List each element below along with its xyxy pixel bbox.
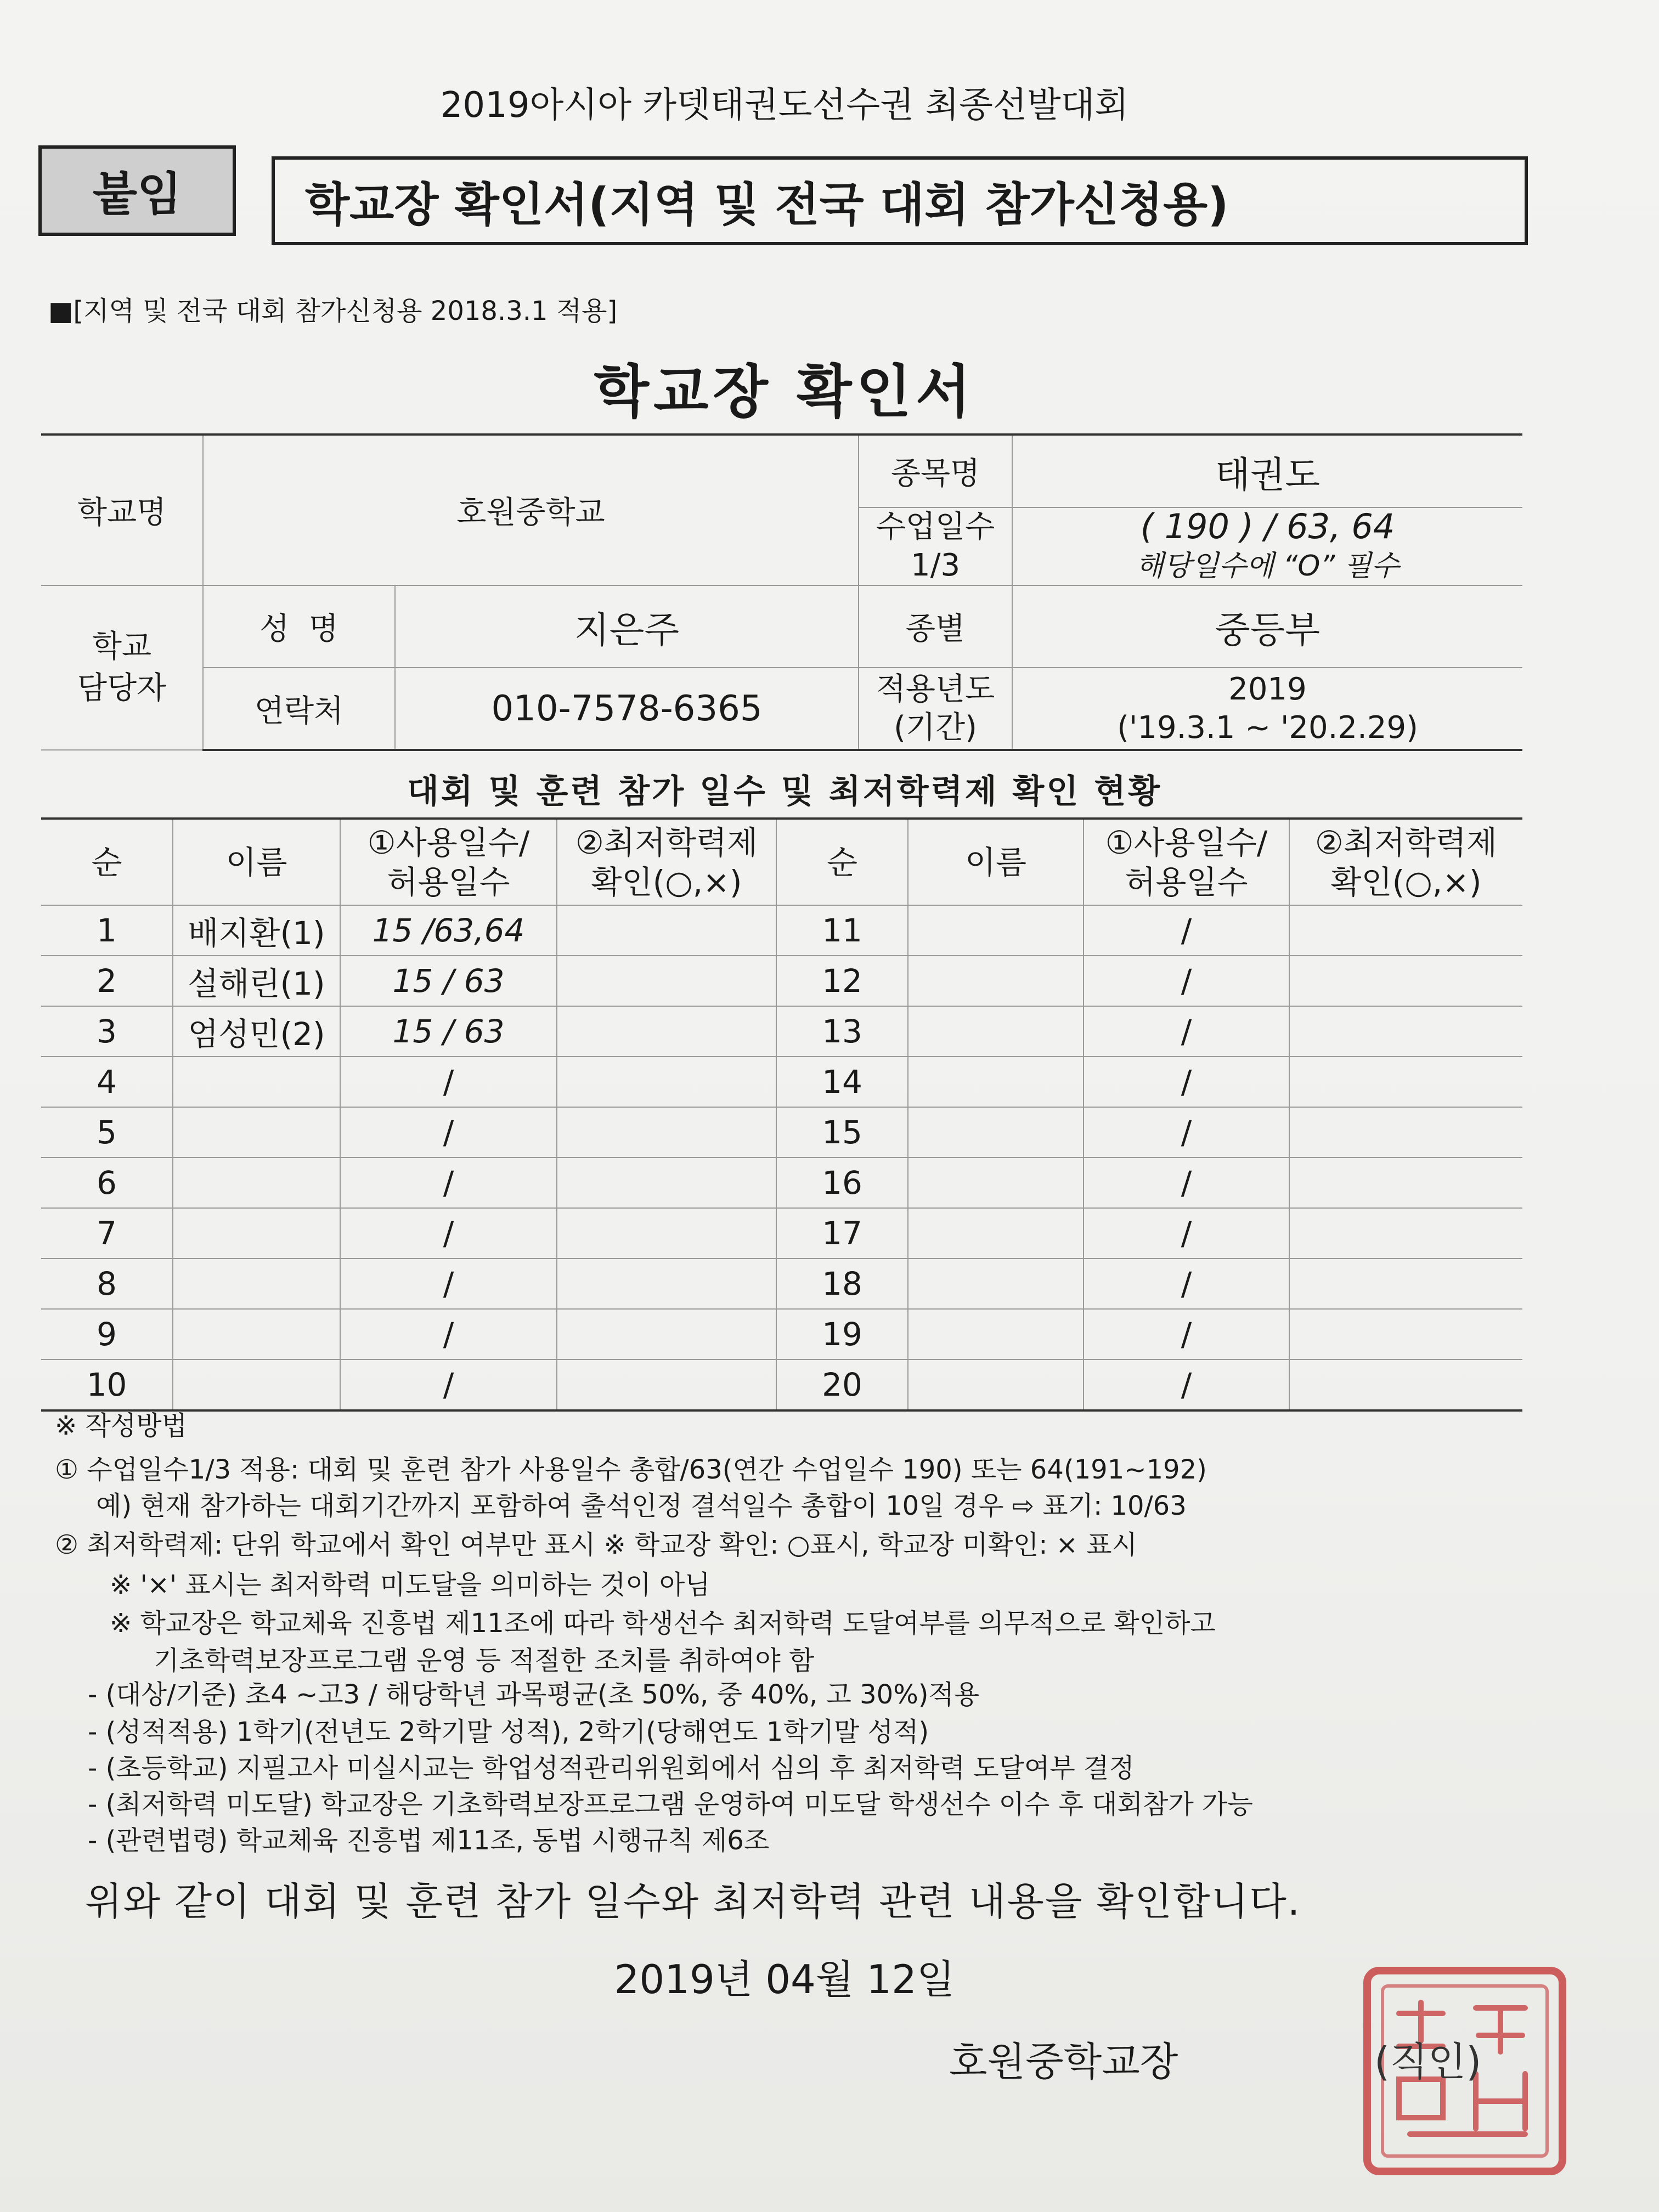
- row-no-left: 9: [41, 1309, 173, 1359]
- table-row: [41, 1309, 1522, 1359]
- row-usage-right: /: [1084, 1006, 1289, 1057]
- row-name-right: [908, 905, 1084, 956]
- manager-label: [41, 585, 203, 750]
- notes-heading: ※ 작성방법: [55, 1410, 187, 1441]
- row-name-right: [908, 1057, 1084, 1107]
- row-name-left: 배지환(1): [173, 905, 340, 956]
- row-name-right: [908, 1107, 1084, 1158]
- row-no-right: 18: [776, 1259, 908, 1309]
- row-name-left: [173, 1208, 340, 1259]
- row-name-right: [908, 1158, 1084, 1208]
- note-9: - (초등학교) 지필고사 미실시교는 학업성적관리위원회에서 심의 후 최저학력 도달여부 결정: [88, 1753, 1135, 1784]
- date-line: 2019년 04월 12일: [614, 1956, 955, 2002]
- row-name-right: [908, 1208, 1084, 1259]
- contact-label: 연락처: [203, 668, 395, 750]
- row-check-left: [557, 1006, 776, 1057]
- row-no-left: 10: [41, 1359, 173, 1410]
- table-row: [41, 1208, 1522, 1259]
- col-check-left: [557, 819, 776, 905]
- row-no-right: 11: [776, 905, 908, 956]
- principal-name: 호원중학교장: [949, 2039, 1178, 2085]
- row-name-left: [173, 1158, 340, 1208]
- year-label-line1: 적용년도: [876, 671, 995, 707]
- row-name-left: 설해린(1): [173, 956, 340, 1006]
- attachment-tag: 붙임: [38, 145, 236, 236]
- row-check-right: [1289, 1359, 1522, 1410]
- table-row: [41, 905, 1522, 956]
- row-check-left: [557, 1107, 776, 1158]
- note-7: - (대상/기준) 초4 ~고3 / 해당학년 과목평균(초 50%, 중 40%, 고 30%)적용: [88, 1679, 980, 1710]
- school-name-label: 학교명: [41, 435, 203, 585]
- row-check-left: [557, 905, 776, 956]
- row-name-left: [173, 1309, 340, 1359]
- seal-label: (직인): [1374, 2039, 1482, 2085]
- class-days-label-line2: 1/3: [910, 548, 961, 583]
- note-8: - (성적적용) 1학기(전년도 2학기말 성적), 2학기(당해연도 1학기말 성적): [88, 1717, 929, 1747]
- year-label-line2: (기간): [894, 709, 977, 746]
- row-name-left: [173, 1259, 340, 1309]
- row-name-left: [173, 1057, 340, 1107]
- row-name-left: 엄성민(2): [173, 1006, 340, 1057]
- col-no-right: 순: [776, 819, 908, 905]
- contact-value: 010-7578-6365: [395, 668, 859, 750]
- row-check-right: [1289, 1006, 1522, 1057]
- year-value: [1012, 668, 1522, 750]
- note-2: 예) 현재 참가하는 대회기간까지 포함하여 출석인정 결석일수 총합이 10일 경우 ⇨ 표기: 10/63: [96, 1491, 1187, 1521]
- row-check-right: [1289, 1208, 1522, 1259]
- class-days-note: 해당일수에 “O” 필수: [1136, 550, 1400, 583]
- col-check-line1: ②최저학력제: [575, 823, 758, 861]
- row-check-left: [557, 1259, 776, 1309]
- event-title: 2019아시아 카뎃태권도선수권 최종선발대회: [440, 85, 1129, 126]
- row-name-right: [908, 1259, 1084, 1309]
- year: 2019: [1228, 671, 1307, 707]
- row-name-right: [908, 1006, 1084, 1057]
- row-usage-left: /: [340, 1057, 557, 1107]
- table-row: [41, 956, 1522, 1006]
- row-check-right: [1289, 905, 1522, 956]
- col-check-line2: 확인(○,×): [591, 863, 742, 901]
- row-check-right: [1289, 956, 1522, 1006]
- row-usage-left: 15 / 63: [340, 956, 557, 1006]
- document-heading: 학교장 확인서(지역 및 전국 대회 참가신청용): [272, 156, 1528, 245]
- col-usage-line1: ①사용일수/: [1105, 823, 1268, 861]
- school-info-table: [41, 433, 1522, 751]
- note-6: 기초학력보장프로그램 운영 등 적절한 조치를 취하여야 함: [154, 1645, 815, 1676]
- period: ('19.3.1 ~ '20.2.29): [1117, 709, 1418, 746]
- roster-header-row: [41, 819, 1522, 905]
- row-name-left: [173, 1107, 340, 1158]
- sport-label: 종목명: [859, 435, 1012, 507]
- row-usage-left: 15 /63,64: [340, 905, 557, 956]
- row-no-left: 7: [41, 1208, 173, 1259]
- col-check-line2: 확인(○,×): [1330, 863, 1482, 901]
- row-usage-right: /: [1084, 1359, 1289, 1410]
- row-usage-right: /: [1084, 905, 1289, 956]
- class-days-label: [859, 507, 1012, 585]
- row-usage-left: /: [340, 1158, 557, 1208]
- roster-table: [41, 817, 1522, 1412]
- row-name-right: [908, 1309, 1084, 1359]
- row-check-left: [557, 1208, 776, 1259]
- class-days-label-line1: 수업일수: [876, 509, 995, 545]
- row-check-left: [557, 1057, 776, 1107]
- col-usage-right: [1084, 819, 1289, 905]
- class-days-handwritten: ( 190 ) / 63, 64: [1140, 506, 1395, 546]
- row-no-left: 2: [41, 956, 173, 1006]
- school-name-value: 호원중학교: [203, 435, 859, 585]
- col-check-line1: ②최저학력제: [1314, 823, 1498, 861]
- row-name-right: [908, 956, 1084, 1006]
- confirm-statement: 위와 같이 대회 및 훈련 참가 일수와 최저학력 관련 내용을 확인합니다.: [85, 1879, 1301, 1924]
- row-usage-right: /: [1084, 1208, 1289, 1259]
- row-no-right: 16: [776, 1158, 908, 1208]
- row-usage-left: /: [340, 1107, 557, 1158]
- row-usage-right: /: [1084, 1309, 1289, 1359]
- sport-value: 태권도: [1012, 435, 1522, 507]
- row-check-right: [1289, 1158, 1522, 1208]
- row-usage-left: /: [340, 1208, 557, 1259]
- row-check-left: [557, 1359, 776, 1410]
- manager-label-line1: 학교: [92, 629, 152, 664]
- class-days-value: [1012, 507, 1522, 585]
- col-usage-line1: ①사용일수/: [367, 823, 530, 861]
- col-usage-line2: 허용일수: [387, 863, 510, 901]
- row-no-right: 15: [776, 1107, 908, 1158]
- note-10: - (최저학력 미도달) 학교장은 기초학력보장프로그램 운영하여 미도달 학생선수 이수 후 대회참가 가능: [88, 1789, 1253, 1820]
- note-3: ② 최저학력제: 단위 학교에서 확인 여부만 표시 ※ 학교장 확인: ○표시, 학교장 미확인: × 표시: [55, 1530, 1137, 1560]
- row-no-right: 13: [776, 1006, 908, 1057]
- row-check-left: [557, 1309, 776, 1359]
- table-row: [41, 1158, 1522, 1208]
- row-usage-left: 15 / 63: [340, 1006, 557, 1057]
- row-check-right: [1289, 1309, 1522, 1359]
- table-row: [41, 1107, 1522, 1158]
- row-no-right: 17: [776, 1208, 908, 1259]
- row-no-left: 8: [41, 1259, 173, 1309]
- row-no-left: 6: [41, 1158, 173, 1208]
- row-check-right: [1289, 1057, 1522, 1107]
- row-usage-right: /: [1084, 956, 1289, 1006]
- col-name-right: 이름: [908, 819, 1084, 905]
- col-check-right: [1289, 819, 1522, 905]
- table-row: [41, 1259, 1522, 1309]
- manager-label-line2: 담당자: [77, 670, 167, 706]
- row-usage-right: /: [1084, 1158, 1289, 1208]
- row-no-left: 5: [41, 1107, 173, 1158]
- manager-name: 지은주: [395, 585, 859, 668]
- table-row: [41, 1057, 1522, 1107]
- row-usage-right: /: [1084, 1107, 1289, 1158]
- name-label: 성 명: [203, 585, 395, 668]
- row-usage-left: /: [340, 1259, 557, 1309]
- division-label: 종별: [859, 585, 1012, 668]
- row-usage-right: /: [1084, 1259, 1289, 1309]
- table-row: [41, 1359, 1522, 1410]
- row-check-right: [1289, 1107, 1522, 1158]
- table-row: [41, 1006, 1522, 1057]
- row-no-right: 12: [776, 956, 908, 1006]
- year-label: [859, 668, 1012, 750]
- col-no-left: 순: [41, 819, 173, 905]
- row-no-right: 20: [776, 1359, 908, 1410]
- status-title: 대회 및 훈련 참가 일수 및 최저학력제 확인 현황: [407, 772, 1163, 811]
- row-check-right: [1289, 1259, 1522, 1309]
- row-name-left: [173, 1359, 340, 1410]
- row-check-left: [557, 956, 776, 1006]
- note-4: ※ '×' 표시는 최저학력 미도달을 의미하는 것이 아님: [110, 1570, 710, 1600]
- row-no-left: 1: [41, 905, 173, 956]
- division-value: 중등부: [1012, 585, 1522, 668]
- form-title: 학교장 확인서: [594, 358, 975, 425]
- col-usage-left: [340, 819, 557, 905]
- col-usage-line2: 허용일수: [1125, 863, 1248, 901]
- row-no-left: 4: [41, 1057, 173, 1107]
- row-usage-left: /: [340, 1359, 557, 1410]
- row-no-left: 3: [41, 1006, 173, 1057]
- row-no-right: 19: [776, 1309, 908, 1359]
- col-name-left: 이름: [173, 819, 340, 905]
- note-1: ① 수업일수1/3 적용: 대회 및 훈련 참가 사용일수 총합/63(연간 수업일수 190) 또는 64(191~192): [55, 1454, 1207, 1485]
- row-check-left: [557, 1158, 776, 1208]
- note-5: ※ 학교장은 학교체육 진흥법 제11조에 따라 학생선수 최저학력 도달여부를 의무적으로 확인하고: [110, 1608, 1216, 1639]
- row-no-right: 14: [776, 1057, 908, 1107]
- note-11: - (관련법령) 학교체육 진흥법 제11조, 동법 시행규칙 제6조: [88, 1825, 770, 1856]
- row-name-right: [908, 1359, 1084, 1410]
- row-usage-left: /: [340, 1309, 557, 1359]
- row-usage-right: /: [1084, 1057, 1289, 1107]
- applies-note: ■[지역 및 전국 대회 참가신청용 2018.3.1 적용]: [48, 296, 618, 326]
